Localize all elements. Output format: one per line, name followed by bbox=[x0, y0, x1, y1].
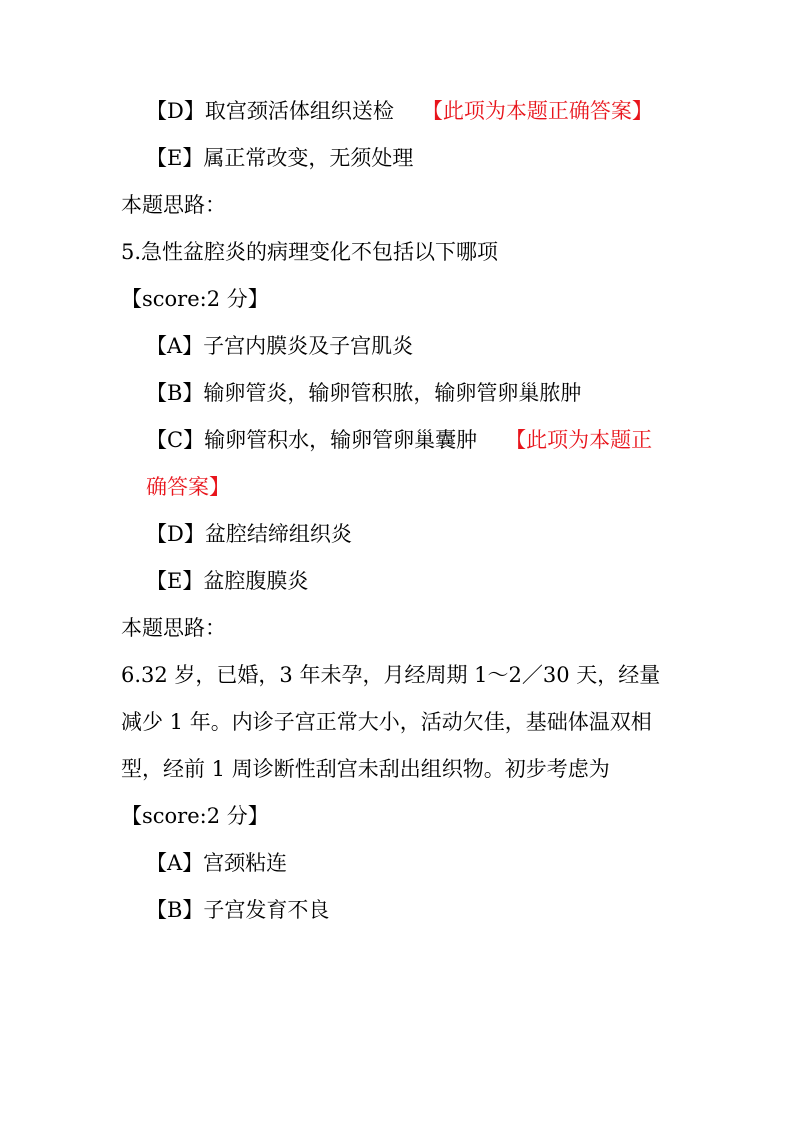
q5-option-c-text: 【C】输卵管积水，输卵管卵巢囊肿 bbox=[146, 428, 478, 452]
q5-question: 5.急性盆腔炎的病理变化不包括以下哪项 bbox=[121, 240, 499, 264]
q6-score: 【score:2 分】 bbox=[121, 804, 269, 828]
q5-thinking-label: 本题思路： bbox=[121, 616, 226, 640]
q5-option-c bbox=[121, 417, 666, 511]
document-content bbox=[121, 88, 666, 934]
q6-question: 6.32 岁，已婚，3 年未孕，月经周期 1～2／30 天，经量减少 1 年。内诊子宫正常大小，活动欠佳，基础体温双相型，经前 1 周诊断性刮宫未刮出组织物。初步考虑为 bbox=[121, 663, 661, 781]
q4-option-d bbox=[121, 88, 666, 135]
q4-option-e: 【E】属正常改变，无须处理 bbox=[146, 146, 414, 170]
q5-option-e: 【E】盆腔腹膜炎 bbox=[146, 569, 309, 593]
q5-correct-answer-mark: 【此项为本题正确答案】 bbox=[146, 428, 653, 499]
q6-option-a: 【A】宫颈粘连 bbox=[146, 851, 288, 875]
q5-option-d: 【D】盆腔结缔组织炎 bbox=[146, 522, 352, 546]
q5-option-b: 【B】输卵管炎，输卵管积脓，输卵管卵巢脓肿 bbox=[146, 381, 582, 405]
q6-option-b: 【B】子宫发育不良 bbox=[146, 898, 330, 922]
q5-score: 【score:2 分】 bbox=[121, 287, 269, 311]
q5-option-a: 【A】子宫内膜炎及子宫肌炎 bbox=[146, 334, 414, 358]
q4-correct-answer-mark: 【此项为本题正确答案】 bbox=[421, 99, 653, 123]
q4-option-d-text: 【D】取宫颈活体组织送检 bbox=[146, 99, 394, 123]
q4-thinking-label: 本题思路： bbox=[121, 193, 226, 217]
